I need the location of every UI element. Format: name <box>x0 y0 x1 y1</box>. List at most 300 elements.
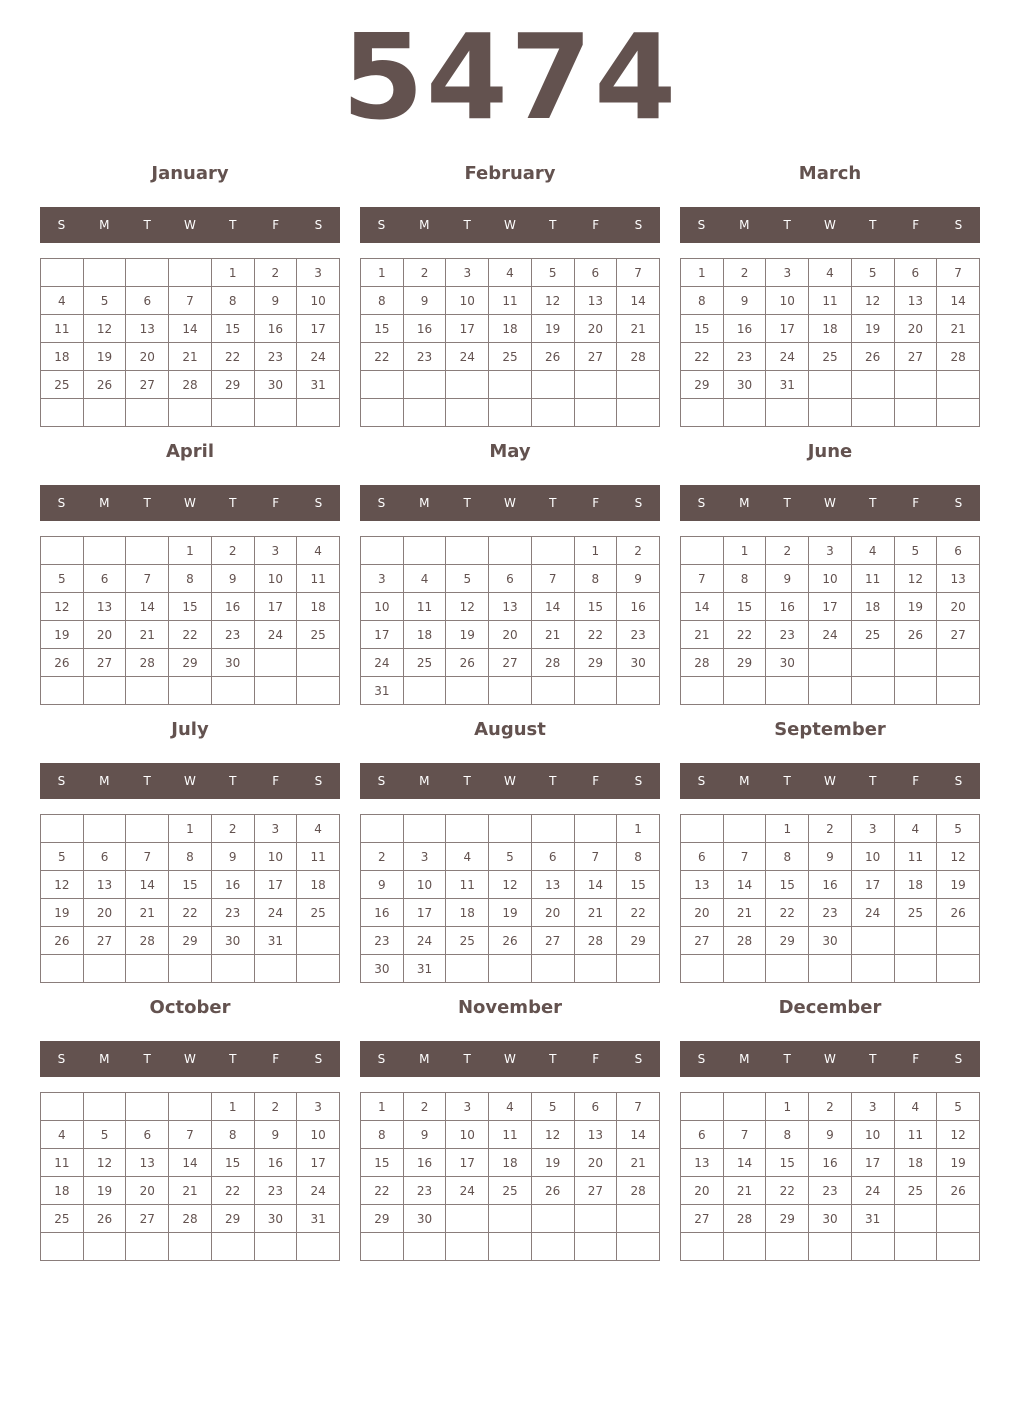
day-cell: 26 <box>531 343 574 371</box>
weekday-header <box>680 207 980 243</box>
day-grid <box>40 258 340 427</box>
day-cell: 14 <box>126 871 169 899</box>
day-cell <box>126 537 169 565</box>
weekday-label: S <box>954 218 963 232</box>
day-cell: 22 <box>211 343 254 371</box>
day-cell <box>574 1233 617 1261</box>
day-cell: 8 <box>211 1121 254 1149</box>
week-row <box>41 1093 340 1121</box>
weekday-label: W <box>504 774 516 788</box>
month-name: July <box>171 719 209 740</box>
day-cell: 6 <box>489 565 532 593</box>
day-cell <box>403 537 446 565</box>
day-cell <box>169 677 212 705</box>
week-row <box>361 843 660 871</box>
day-cell: 22 <box>681 343 724 371</box>
day-cell: 30 <box>211 649 254 677</box>
month-name: May <box>489 441 531 462</box>
day-cell <box>937 927 980 955</box>
weekday-label: W <box>184 496 196 510</box>
weekday-label: M <box>739 496 750 510</box>
day-cell <box>681 1233 724 1261</box>
day-cell: 14 <box>617 1121 660 1149</box>
day-cell <box>681 815 724 843</box>
weekday-label: F <box>912 218 920 232</box>
day-cell: 9 <box>809 1121 852 1149</box>
day-cell: 3 <box>851 815 894 843</box>
day-cell: 21 <box>126 899 169 927</box>
day-cell: 30 <box>766 649 809 677</box>
day-cell: 11 <box>403 593 446 621</box>
week-row <box>361 677 660 705</box>
weekday-label: M <box>739 774 750 788</box>
day-cell: 27 <box>126 1205 169 1233</box>
day-cell: 4 <box>489 259 532 287</box>
day-cell: 13 <box>83 871 126 899</box>
day-cell: 3 <box>297 1093 340 1121</box>
day-cell: 4 <box>446 843 489 871</box>
day-cell <box>574 399 617 427</box>
day-cell: 6 <box>126 287 169 315</box>
day-cell: 28 <box>937 343 980 371</box>
day-cell: 26 <box>937 899 980 927</box>
day-cell <box>211 955 254 983</box>
day-cell: 11 <box>489 287 532 315</box>
day-cell <box>809 399 852 427</box>
day-cell: 20 <box>681 899 724 927</box>
day-cell <box>41 259 84 287</box>
day-cell: 1 <box>361 259 404 287</box>
day-cell: 7 <box>126 843 169 871</box>
day-cell: 15 <box>169 593 212 621</box>
weekday-label: S <box>57 496 66 510</box>
day-cell: 5 <box>894 537 937 565</box>
week-row <box>681 1149 980 1177</box>
day-cell: 28 <box>531 649 574 677</box>
day-cell: 23 <box>766 621 809 649</box>
month-name: September <box>774 719 886 740</box>
weekday-label: M <box>419 496 430 510</box>
day-cell: 14 <box>574 871 617 899</box>
day-cell: 30 <box>254 371 297 399</box>
day-cell: 9 <box>723 287 766 315</box>
week-row <box>361 1121 660 1149</box>
day-cell: 12 <box>894 565 937 593</box>
month-name: June <box>807 441 853 462</box>
day-cell: 9 <box>211 843 254 871</box>
day-cell: 23 <box>403 343 446 371</box>
day-cell: 25 <box>809 343 852 371</box>
day-cell: 17 <box>297 1149 340 1177</box>
week-row <box>681 399 980 427</box>
day-cell: 24 <box>254 621 297 649</box>
day-cell <box>574 955 617 983</box>
day-cell: 4 <box>297 537 340 565</box>
day-cell: 21 <box>531 621 574 649</box>
day-cell: 24 <box>254 899 297 927</box>
day-cell: 27 <box>574 1177 617 1205</box>
day-cell: 8 <box>361 287 404 315</box>
weekday-label: M <box>419 774 430 788</box>
day-cell: 14 <box>169 1149 212 1177</box>
week-row <box>681 1093 980 1121</box>
day-cell <box>617 371 660 399</box>
day-cell: 16 <box>809 1149 852 1177</box>
day-cell: 22 <box>211 1177 254 1205</box>
day-cell: 1 <box>766 815 809 843</box>
day-cell <box>403 677 446 705</box>
day-cell <box>254 1233 297 1261</box>
day-cell: 25 <box>446 927 489 955</box>
weekday-label: T <box>869 218 877 232</box>
day-cell: 14 <box>723 1149 766 1177</box>
day-cell: 3 <box>297 259 340 287</box>
day-cell <box>851 371 894 399</box>
day-cell: 10 <box>809 565 852 593</box>
weekday-label: T <box>143 218 151 232</box>
day-cell <box>169 1233 212 1261</box>
day-cell <box>361 371 404 399</box>
week-row <box>681 899 980 927</box>
day-grid <box>40 536 340 705</box>
day-cell <box>254 649 297 677</box>
day-cell: 7 <box>531 565 574 593</box>
day-cell: 15 <box>211 1149 254 1177</box>
weekday-label: S <box>634 1052 643 1066</box>
day-cell: 25 <box>851 621 894 649</box>
weekday-label: M <box>739 218 750 232</box>
day-cell: 5 <box>41 843 84 871</box>
day-cell: 6 <box>894 259 937 287</box>
day-cell <box>41 1233 84 1261</box>
weekday-header <box>680 485 980 521</box>
day-cell: 11 <box>894 843 937 871</box>
day-cell: 18 <box>809 315 852 343</box>
day-cell: 18 <box>489 315 532 343</box>
day-cell <box>297 955 340 983</box>
day-cell <box>681 1093 724 1121</box>
day-cell: 7 <box>681 565 724 593</box>
weekday-label: S <box>314 218 323 232</box>
day-cell <box>681 955 724 983</box>
day-cell: 20 <box>83 899 126 927</box>
day-cell <box>83 1233 126 1261</box>
day-cell: 25 <box>297 621 340 649</box>
day-cell: 5 <box>446 565 489 593</box>
day-cell: 24 <box>403 927 446 955</box>
weekday-label: T <box>869 496 877 510</box>
day-cell: 10 <box>297 1121 340 1149</box>
day-cell <box>297 1233 340 1261</box>
day-cell: 14 <box>681 593 724 621</box>
day-cell <box>489 537 532 565</box>
day-cell: 14 <box>169 315 212 343</box>
day-cell: 26 <box>83 1205 126 1233</box>
day-cell: 29 <box>574 649 617 677</box>
day-cell: 31 <box>403 955 446 983</box>
day-cell: 5 <box>83 1121 126 1149</box>
day-cell: 20 <box>574 315 617 343</box>
day-cell: 29 <box>211 371 254 399</box>
day-cell: 8 <box>361 1121 404 1149</box>
day-cell: 29 <box>617 927 660 955</box>
week-row <box>681 259 980 287</box>
weekday-label: T <box>229 1052 237 1066</box>
week-row <box>41 843 340 871</box>
day-cell: 27 <box>83 927 126 955</box>
day-cell: 19 <box>937 1149 980 1177</box>
day-cell <box>126 399 169 427</box>
day-cell <box>297 399 340 427</box>
week-row <box>41 371 340 399</box>
day-cell: 16 <box>617 593 660 621</box>
day-cell: 2 <box>809 1093 852 1121</box>
day-cell: 4 <box>403 565 446 593</box>
weekday-label: T <box>549 218 557 232</box>
day-cell <box>766 955 809 983</box>
day-cell: 17 <box>446 315 489 343</box>
day-cell <box>723 815 766 843</box>
day-cell: 24 <box>446 343 489 371</box>
day-cell: 9 <box>617 565 660 593</box>
week-row <box>41 315 340 343</box>
week-row <box>681 955 980 983</box>
day-grid <box>680 258 980 427</box>
day-cell: 21 <box>169 1177 212 1205</box>
day-cell: 26 <box>531 1177 574 1205</box>
day-cell: 6 <box>574 259 617 287</box>
weekday-label: F <box>912 496 920 510</box>
day-cell <box>574 1205 617 1233</box>
day-cell: 20 <box>83 621 126 649</box>
week-row <box>41 677 340 705</box>
day-cell <box>169 1093 212 1121</box>
day-cell <box>211 399 254 427</box>
week-row <box>361 537 660 565</box>
weekday-label: S <box>954 496 963 510</box>
week-row <box>361 649 660 677</box>
weekday-label: T <box>463 496 471 510</box>
day-cell <box>126 259 169 287</box>
day-cell <box>361 537 404 565</box>
day-cell: 16 <box>403 1149 446 1177</box>
day-cell <box>41 955 84 983</box>
day-cell <box>937 371 980 399</box>
day-cell: 7 <box>169 287 212 315</box>
day-cell: 13 <box>937 565 980 593</box>
day-cell: 12 <box>41 593 84 621</box>
day-cell: 28 <box>169 1205 212 1233</box>
day-cell <box>937 677 980 705</box>
day-cell <box>894 371 937 399</box>
weekday-label: T <box>143 496 151 510</box>
weekday-label: F <box>592 496 600 510</box>
day-cell: 5 <box>489 843 532 871</box>
day-cell: 1 <box>169 815 212 843</box>
day-cell: 21 <box>723 899 766 927</box>
day-cell: 27 <box>489 649 532 677</box>
weekday-label: F <box>272 496 280 510</box>
day-cell <box>41 815 84 843</box>
day-cell <box>489 399 532 427</box>
day-cell: 6 <box>937 537 980 565</box>
day-cell: 8 <box>169 565 212 593</box>
day-cell <box>403 815 446 843</box>
week-row <box>361 1093 660 1121</box>
weekday-label: W <box>184 218 196 232</box>
week-row <box>681 621 980 649</box>
day-cell: 9 <box>361 871 404 899</box>
day-cell: 21 <box>617 1149 660 1177</box>
day-cell: 25 <box>489 1177 532 1205</box>
day-cell: 2 <box>403 259 446 287</box>
day-cell: 29 <box>723 649 766 677</box>
day-cell: 16 <box>254 315 297 343</box>
day-cell: 20 <box>894 315 937 343</box>
week-row <box>361 593 660 621</box>
day-cell <box>894 677 937 705</box>
day-cell <box>851 927 894 955</box>
day-cell <box>41 399 84 427</box>
day-cell: 26 <box>489 927 532 955</box>
day-cell: 1 <box>681 259 724 287</box>
weekday-label: S <box>377 774 386 788</box>
week-row <box>41 399 340 427</box>
day-cell: 8 <box>681 287 724 315</box>
day-cell: 27 <box>937 621 980 649</box>
day-cell <box>489 371 532 399</box>
day-cell: 3 <box>254 815 297 843</box>
day-cell: 24 <box>809 621 852 649</box>
day-cell: 30 <box>809 1205 852 1233</box>
weekday-label: M <box>99 496 110 510</box>
week-row <box>41 1149 340 1177</box>
day-cell: 29 <box>766 1205 809 1233</box>
day-cell: 31 <box>361 677 404 705</box>
day-cell <box>937 955 980 983</box>
day-cell <box>851 649 894 677</box>
day-cell: 3 <box>446 259 489 287</box>
weekday-label: S <box>954 774 963 788</box>
day-cell: 26 <box>446 649 489 677</box>
weekday-label: T <box>229 218 237 232</box>
day-cell: 5 <box>531 1093 574 1121</box>
week-row <box>361 343 660 371</box>
day-cell: 29 <box>361 1205 404 1233</box>
day-cell: 17 <box>851 1149 894 1177</box>
day-cell <box>617 399 660 427</box>
day-cell <box>531 677 574 705</box>
day-cell: 16 <box>403 315 446 343</box>
day-cell: 2 <box>254 259 297 287</box>
weekday-label: F <box>592 1052 600 1066</box>
day-cell <box>254 677 297 705</box>
day-cell: 8 <box>617 843 660 871</box>
day-cell <box>894 1205 937 1233</box>
day-cell: 11 <box>809 287 852 315</box>
day-cell: 20 <box>574 1149 617 1177</box>
day-cell: 15 <box>723 593 766 621</box>
day-cell: 23 <box>211 899 254 927</box>
day-cell: 11 <box>446 871 489 899</box>
day-cell: 3 <box>361 565 404 593</box>
week-row <box>361 955 660 983</box>
day-cell <box>83 399 126 427</box>
day-cell: 3 <box>446 1093 489 1121</box>
day-cell: 28 <box>169 371 212 399</box>
weekday-label: M <box>99 774 110 788</box>
day-cell: 13 <box>126 315 169 343</box>
day-cell: 8 <box>169 843 212 871</box>
day-cell: 21 <box>126 621 169 649</box>
day-cell <box>169 399 212 427</box>
day-cell: 24 <box>446 1177 489 1205</box>
day-cell: 2 <box>211 537 254 565</box>
day-cell: 19 <box>894 593 937 621</box>
weekday-label: F <box>272 774 280 788</box>
weekday-label: S <box>377 218 386 232</box>
day-cell: 13 <box>574 287 617 315</box>
week-row <box>41 287 340 315</box>
day-cell: 18 <box>894 871 937 899</box>
day-cell: 3 <box>851 1093 894 1121</box>
day-cell: 21 <box>723 1177 766 1205</box>
day-cell <box>531 537 574 565</box>
day-cell: 11 <box>297 565 340 593</box>
day-cell <box>489 955 532 983</box>
day-cell: 26 <box>894 621 937 649</box>
weekday-label: T <box>783 218 791 232</box>
day-cell: 19 <box>41 899 84 927</box>
day-cell: 13 <box>126 1149 169 1177</box>
week-row <box>41 1233 340 1261</box>
day-cell: 17 <box>446 1149 489 1177</box>
day-cell: 12 <box>446 593 489 621</box>
day-cell: 16 <box>211 871 254 899</box>
day-cell: 17 <box>361 621 404 649</box>
day-cell: 22 <box>766 1177 809 1205</box>
week-row <box>361 1149 660 1177</box>
day-cell: 14 <box>723 871 766 899</box>
day-cell: 1 <box>617 815 660 843</box>
week-row <box>41 815 340 843</box>
day-cell: 18 <box>446 899 489 927</box>
day-cell <box>446 537 489 565</box>
day-cell <box>83 537 126 565</box>
weekday-label: W <box>184 1052 196 1066</box>
day-cell: 4 <box>851 537 894 565</box>
day-cell: 10 <box>254 565 297 593</box>
day-cell: 22 <box>169 899 212 927</box>
day-cell <box>489 1233 532 1261</box>
week-row <box>41 899 340 927</box>
day-cell: 6 <box>681 1121 724 1149</box>
day-cell: 4 <box>809 259 852 287</box>
day-cell <box>126 1233 169 1261</box>
day-cell: 19 <box>83 343 126 371</box>
day-cell: 13 <box>574 1121 617 1149</box>
day-cell: 6 <box>531 843 574 871</box>
day-cell: 12 <box>851 287 894 315</box>
week-row <box>681 843 980 871</box>
day-cell: 14 <box>531 593 574 621</box>
weekday-label: S <box>954 1052 963 1066</box>
day-cell <box>126 1093 169 1121</box>
day-cell <box>809 649 852 677</box>
day-cell <box>489 677 532 705</box>
day-cell: 18 <box>41 343 84 371</box>
weekday-label: F <box>912 774 920 788</box>
